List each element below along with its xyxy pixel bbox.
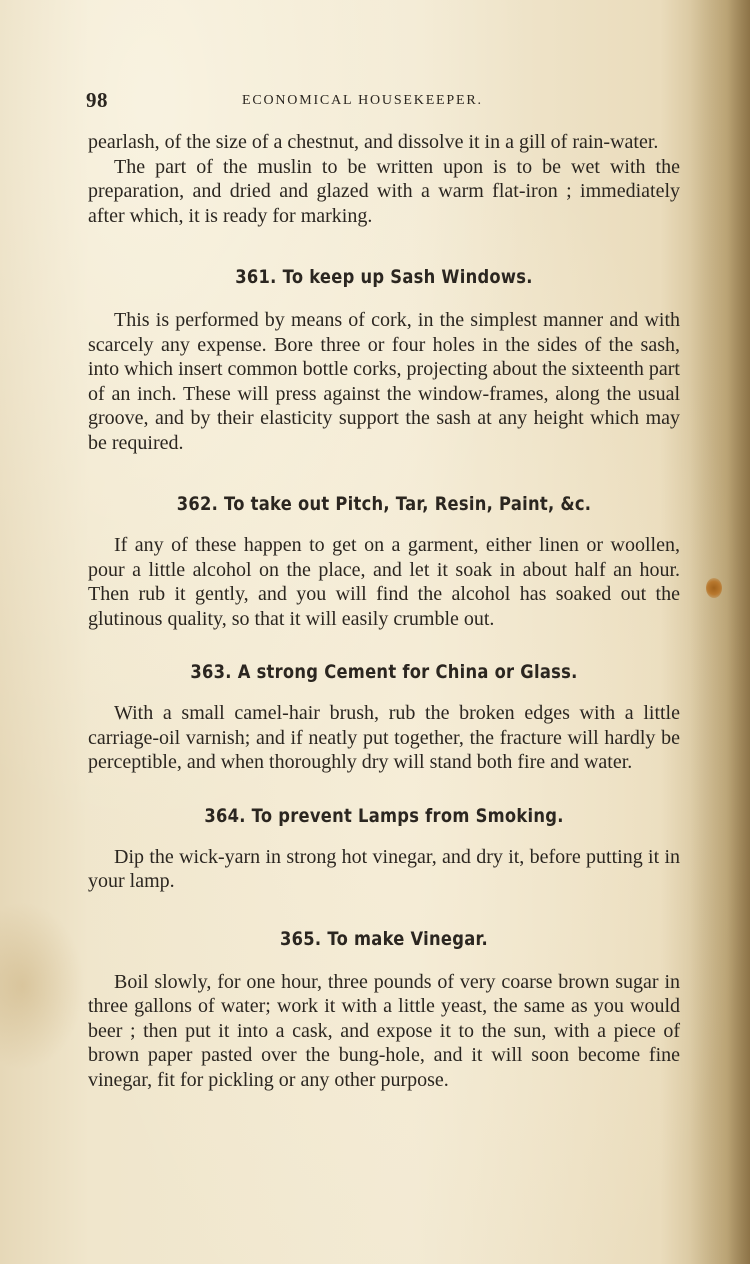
recipe-heading: 364. To prevent Lamps from Smoking.	[204, 804, 564, 827]
recipe-heading: 363. A strong Cement for China or Glass.	[190, 661, 578, 683]
continued-paragraph: The part of the muslin to be written upon is to be wet with the preparation, and dried and glazed with a warm flat-iron ; immediately after which, it is ready for marking.	[88, 155, 680, 227]
running-title: ECONOMICAL HOUSEKEEPER.	[242, 93, 483, 108]
page-body	[88, 130, 680, 1092]
recipe-paragraph: With a small camel-hair brush, rub the broken edges with a little carriage-oil varnish; and if neatly put together, the fracture will hardly be perceptible, and when thoroughly dry will stand both fire and water.	[88, 702, 680, 773]
recipe-paragraph: Dip the wick-yarn in strong hot vinegar, and dry it, before putting it in your lamp.	[88, 845, 680, 892]
recipe-paragraph: Boil slowly, for one hour, three pounds of very coarse brown sugar in three gallons of water; work it with a little yeast, the same as you would beer ; then put it into a cask, and expose it to the sun, with a piece of brown paper pasted over the bung-hole, and it will soon become fine vinegar, fit for pickling or any other purpose.	[88, 970, 680, 1091]
page-number: 98	[86, 88, 108, 112]
continued-paragraph: pearlash, of the size of a chestnut, and dissolve it in a gill of rain-water.	[88, 131, 659, 153]
ink-stain	[706, 578, 722, 598]
recipe-paragraph: This is performed by means of cork, in the simplest manner and with scarcely any expense. Bore three or four holes in the sides of the sash, into which insert common bottle corks, projecting about the sixteenth part of an inch. These will press against the window-frames, along the usual groove, and by their elasticity support the sash at any height which may be required.	[88, 309, 680, 454]
page-edge-shadow	[690, 0, 750, 1264]
recipe-paragraph: If any of these happen to get on a garment, either linen or woollen, pour a little alcohol on the place, and let it soak in about half an hour. Then rub it gently, and you will find the alcohol has soaked out the glutinous quality, so that it will easily crumble out.	[88, 534, 680, 630]
running-head	[86, 88, 686, 112]
recipe-heading: 361. To keep up Sash Windows.	[235, 266, 533, 288]
recipe-heading: 365. To make Vinegar.	[280, 927, 488, 950]
recipe-heading: 362. To take out Pitch, Tar, Resin, Paint, &c.	[176, 493, 592, 515]
